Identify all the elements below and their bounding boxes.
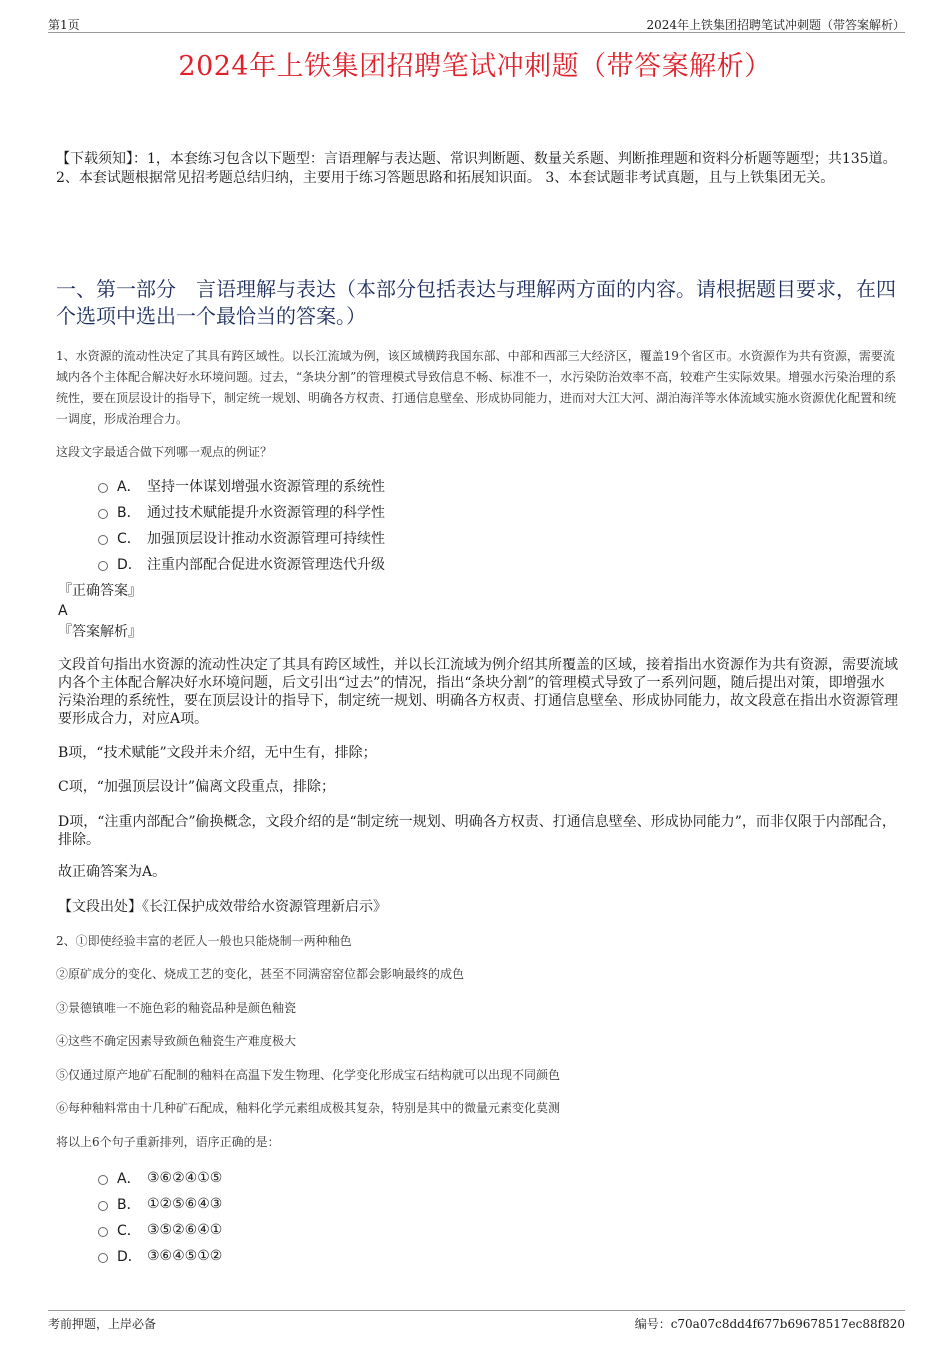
download-notice: 【下载须知】：1，本套练习包含以下题型：言语理解与表达题、常识判断题、数量关系题、判断推理题和资料分析题等题型；共135道。 2、本套试题根据常见招考题总结归纳，主要用于练习答题思路和拓展知识面。 3、本套试题非考试真题，且与上铁集团无关。 bbox=[56, 151, 897, 186]
section-heading: 一、第一部分 言语理解与表达（本部分包括表达与理解两方面的内容。请根据题目要求，在四个选项中选出一个最恰当的答案。） bbox=[56, 277, 896, 328]
analysis-d: D项，“注重内部配合”偷换概念，文段介绍的是“制定统一规划、明确各方权责、打通信息壁垒、形成协同能力”，而非仅限于内部配合，排除。 bbox=[58, 814, 896, 848]
option-text: 加强顶层设计推动水资源管理可持续性 bbox=[147, 531, 385, 547]
radio-icon[interactable] bbox=[98, 535, 108, 545]
question-2-sentence: 2、①即使经验丰富的老匠人一般也只能烧制一两种釉色 bbox=[56, 934, 352, 948]
page-footer bbox=[48, 1310, 905, 1337]
page-header bbox=[48, 12, 905, 33]
question-2-sentence: ④这些不确定因素导致颜色釉瓷生产难度极大 bbox=[56, 1034, 297, 1048]
radio-icon[interactable] bbox=[98, 509, 108, 519]
correct-answer: A bbox=[58, 603, 68, 619]
option-text: ①②⑤⑥④③ bbox=[147, 1196, 223, 1212]
option-a[interactable] bbox=[98, 1165, 222, 1191]
page-number: 第1页 bbox=[48, 18, 80, 32]
radio-icon[interactable] bbox=[98, 1201, 108, 1211]
option-letter: D． bbox=[117, 557, 142, 573]
option-c[interactable] bbox=[98, 1217, 222, 1243]
option-letter: A． bbox=[117, 479, 141, 495]
text-source: 【文段出处】《长江保护成效带给水资源管理新启示》 bbox=[58, 899, 387, 915]
question-1-options bbox=[98, 473, 385, 577]
option-text: ③⑤②⑥④① bbox=[147, 1222, 223, 1238]
option-letter: A． bbox=[117, 1171, 141, 1187]
question-2-sentence: ②原矿成分的变化、烧成工艺的变化，甚至不同满窑窑位都会影响最终的成色 bbox=[56, 967, 465, 981]
question-2-sentence: ③景德镇唯一不施色彩的釉瓷品种是颜色釉瓷 bbox=[56, 1001, 297, 1015]
question-1-prompt: 这段文字最适合做下列哪一观点的例证？ bbox=[56, 445, 273, 459]
option-a[interactable] bbox=[98, 473, 385, 499]
question-2-sentence: ⑥每种釉料常由十几种矿石配成，釉料化学元素组成极其复杂，特别是其中的微量元素变化莫测 bbox=[56, 1101, 561, 1115]
analysis-label: 『答案解析』 bbox=[58, 624, 142, 640]
footer-serial: 编号：c70a07c8dd4f677b69678517ec88f820 bbox=[634, 1317, 905, 1331]
analysis-b: B项，“技术赋能”文段并未介绍，无中生有，排除； bbox=[58, 745, 377, 761]
question-2-options bbox=[98, 1165, 222, 1269]
option-b[interactable] bbox=[98, 499, 385, 525]
option-c[interactable] bbox=[98, 525, 385, 551]
question-1-text: 1、水资源的流动性决定了其具有跨区域性。以长江流域为例，该区域横跨我国东部、中部和西部三大经济区，覆盖19个省区市。水资源作为共有资源，需要流域内各个主体配合解决好水环境问题。过去，“条块分割”的管理模式导致信息不畅、标准不一，水污染防治效率不高，较难产生实际效果。增强水污染治理的系统性，要在顶层设计的指导下，制定统一规划、明确各方权责、打通信息壁垒、形成协同能力，进而对大江大河、湖泊海洋等水体流域实施水资源优化配置和统一调度，形成治理合力。 bbox=[56, 349, 897, 426]
radio-icon[interactable] bbox=[98, 483, 108, 493]
analysis-paragraph: 文段首句指出水资源的流动性决定了其具有跨区域性，并以长江流域为例介绍其所覆盖的区域，接着指出水资源作为共有资源，需要流域内各个主体配合解决好水环境问题，后文引出“过去”的情况，指出“条块分割”的管理模式导致了一系列问题，随后提出对策，即增强水污染治理的系统性，要在顶层设计的指导下，制定统一规划、明确各方权责、打通信息壁垒、形成协同能力，故文段意在指出水资源管理要形成合力，对应A项。 bbox=[58, 657, 898, 727]
option-letter: B． bbox=[117, 1197, 141, 1213]
option-letter: B． bbox=[117, 505, 141, 521]
option-letter: C． bbox=[117, 531, 141, 547]
option-text: ③⑥②④①⑤ bbox=[147, 1170, 223, 1186]
analysis-conclusion: 故正确答案为A。 bbox=[58, 864, 167, 880]
option-text: ③⑥④⑤①② bbox=[147, 1248, 223, 1264]
question-2-prompt: 将以上6个句子重新排列，语序正确的是： bbox=[56, 1135, 280, 1149]
radio-icon[interactable] bbox=[98, 1175, 108, 1185]
question-2-sentence: ⑤仅通过原产地矿石配制的釉料在高温下发生物理、化学变化形成宝石结构就可以出现不同颜色 bbox=[56, 1068, 561, 1082]
header-doc-title: 2024年上铁集团招聘笔试冲刺题（带答案解析） bbox=[646, 18, 905, 32]
option-d[interactable] bbox=[98, 551, 385, 577]
radio-icon[interactable] bbox=[98, 561, 108, 571]
answer-label: 『正确答案』 bbox=[58, 583, 142, 599]
option-d[interactable] bbox=[98, 1243, 222, 1269]
footer-slogan: 考前押题，上岸必备 bbox=[48, 1317, 157, 1331]
option-text: 通过技术赋能提升水资源管理的科学性 bbox=[147, 505, 385, 521]
option-text: 注重内部配合促进水资源管理迭代升级 bbox=[147, 557, 385, 573]
option-letter: D． bbox=[117, 1249, 142, 1265]
option-b[interactable] bbox=[98, 1191, 222, 1217]
option-text: 坚持一体谋划增强水资源管理的系统性 bbox=[147, 479, 385, 495]
option-letter: C． bbox=[117, 1223, 141, 1239]
document-title: 2024年上铁集团招聘笔试冲刺题（带答案解析） bbox=[178, 51, 772, 82]
radio-icon[interactable] bbox=[98, 1253, 108, 1263]
analysis-c: C项，“加强顶层设计”偏离文段重点，排除； bbox=[58, 779, 336, 795]
radio-icon[interactable] bbox=[98, 1227, 108, 1237]
